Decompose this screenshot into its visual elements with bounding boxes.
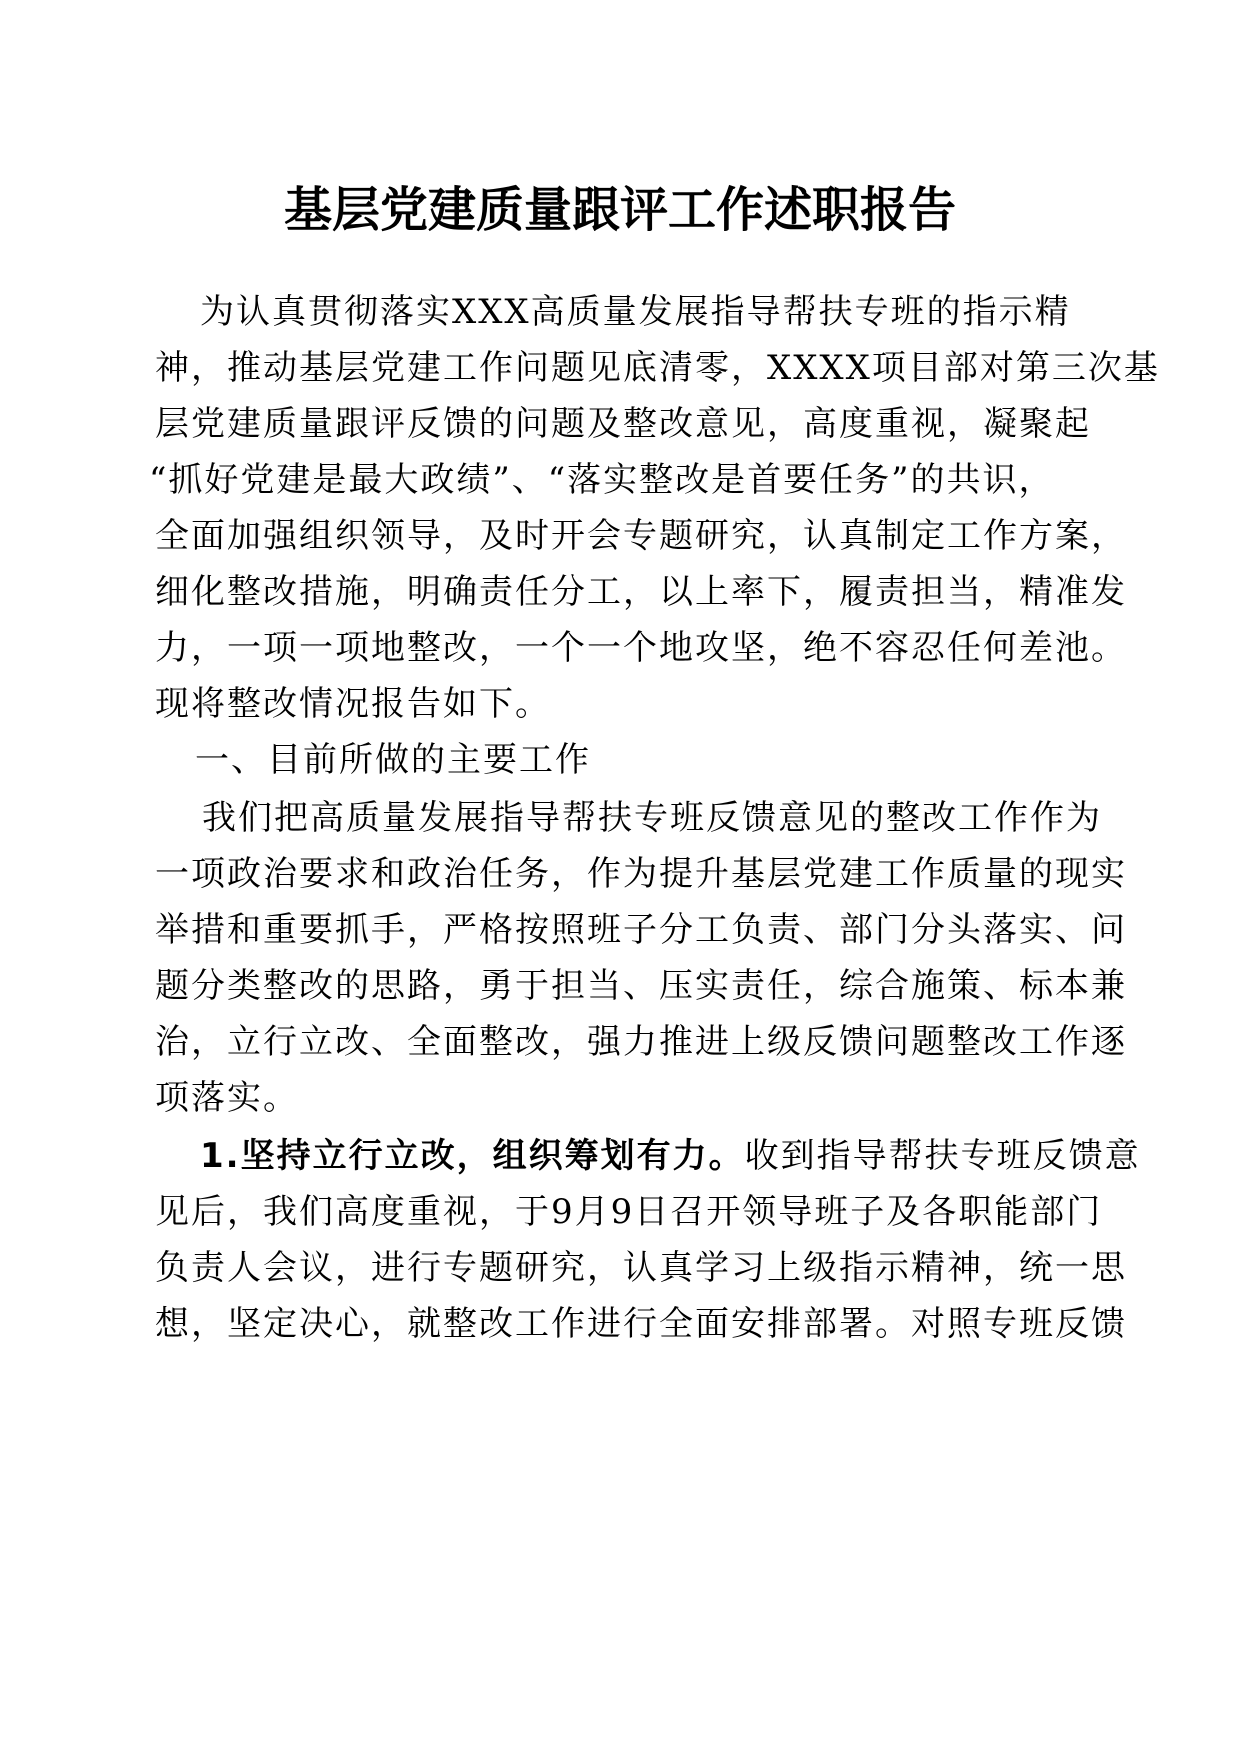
paragraph-1-line-2: 神，推动基层党建工作问题见底清零，XXXX项目部对第三次基 [155, 348, 1160, 388]
paragraph-2-line-2: 一项政治要求和政治任务，作为提升基层党建工作质量的现实 [155, 854, 1127, 894]
paragraph-1-line-8: 现将整改情况报告如下。 [155, 684, 551, 724]
section-1-heading: 一、目前所做的主要工作 [195, 740, 591, 780]
paragraph-3-line-1 [200, 1134, 1141, 1178]
paragraph-2-line-6: 项落实。 [155, 1078, 299, 1118]
paragraph-1-line-6: 细化整改措施，明确责任分工，以上率下，履责担当，精准发 [155, 572, 1127, 612]
paragraph-2-line-3: 举措和重要抓手，严格按照班子分工负责、部门分头落实、问 [155, 910, 1127, 950]
item-1-text: 收到指导帮扶专班反馈意 [744, 1136, 1141, 1176]
document-title: 基层党建质量跟评工作述职报告 [283, 182, 956, 238]
paragraph-1-line-5: 全面加强组织领导，及时开会专题研究，认真制定工作方案， [155, 516, 1127, 556]
paragraph-2-line-1: 我们把高质量发展指导帮扶专班反馈意见的整改工作作为 [202, 798, 1102, 838]
item-1-lead: 1.坚持立行立改，组织筹划有力。 [200, 1136, 745, 1176]
paragraph-2-line-5: 治，立行立改、全面整改，强力推进上级反馈问题整改工作逐 [155, 1022, 1127, 1062]
paragraph-3-line-2: 见后，我们高度重视，于9月9日召开领导班子及各职能部门 [155, 1192, 1103, 1232]
paragraph-1-line-4: “抓好党建是最大政绩”、“落实整改是首要任务”的共识， [149, 460, 1055, 500]
paragraph-2-line-4: 题分类整改的思路，勇于担当、压实责任，综合施策、标本兼 [155, 966, 1127, 1006]
paragraph-1-line-3: 层党建质量跟评反馈的问题及整改意见，高度重视，凝聚起 [155, 404, 1091, 444]
paragraph-1-line-1: 为认真贯彻落实XXX高质量发展指导帮扶专班的指示精 [200, 292, 1071, 332]
paragraph-1-line-7: 力，一项一项地整改，一个一个地攻坚，绝不容忍任何差池。 [155, 628, 1127, 668]
paragraph-3-line-3: 负责人会议，进行专题研究，认真学习上级指示精神，统一思 [155, 1248, 1127, 1288]
paragraph-3-line-4: 想，坚定决心，就整改工作进行全面安排部署。对照专班反馈 [155, 1304, 1127, 1344]
